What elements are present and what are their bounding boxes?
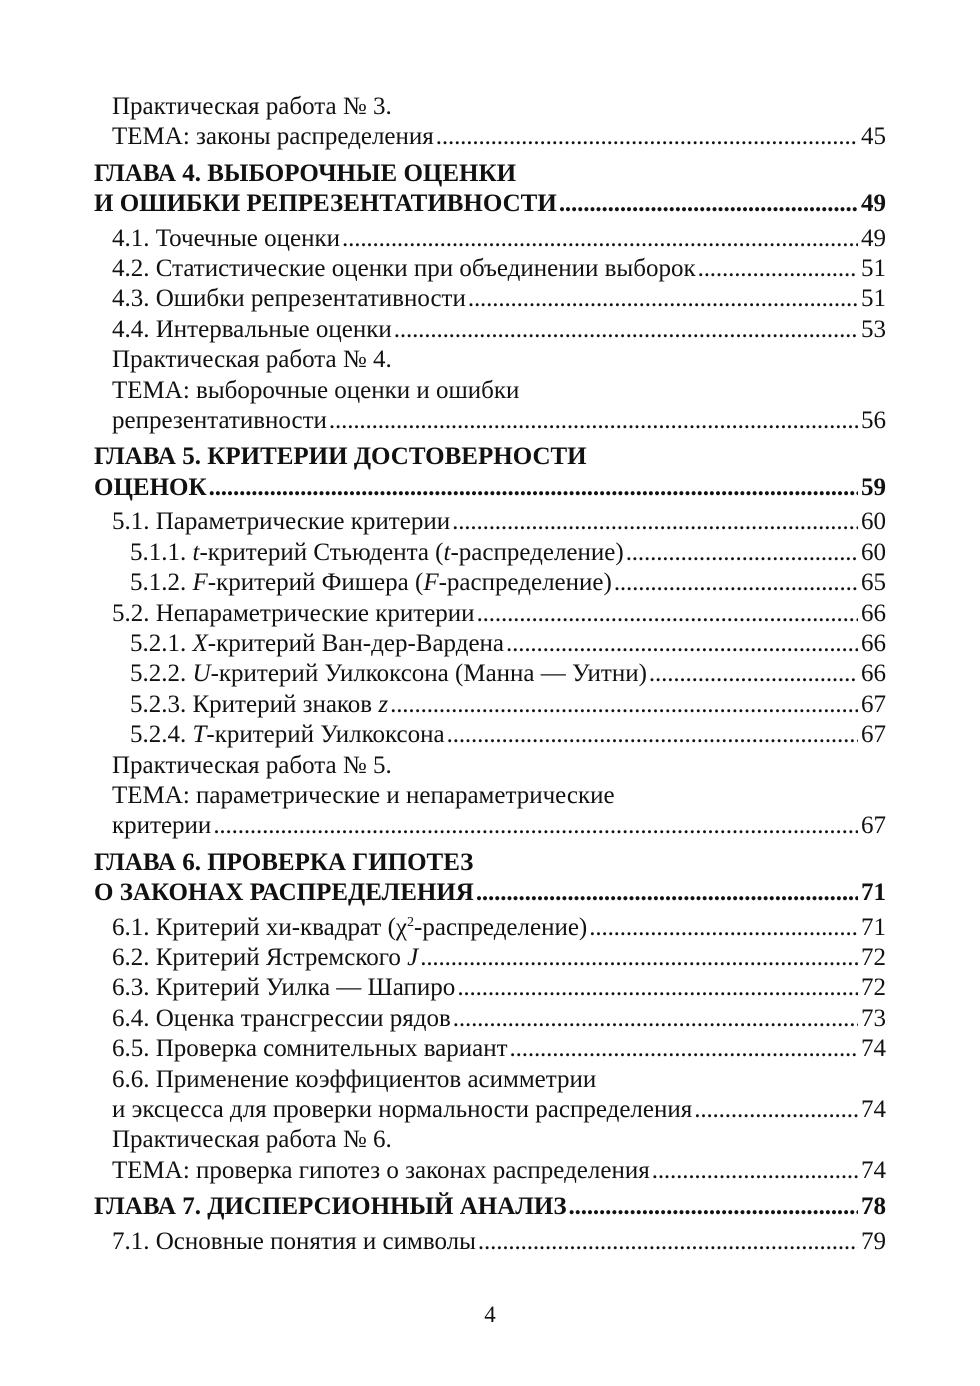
dot-leader	[342, 224, 858, 254]
entry-page-number: 74	[861, 1035, 886, 1063]
entry-title-part: -критерий Уилкоксона (Манна — Уитни)	[210, 660, 647, 688]
entry-title-part: 2	[407, 914, 415, 930]
entry-title	[112, 913, 587, 943]
entry-title-part: -распределение)	[438, 569, 612, 597]
entry-page-number: 60	[861, 508, 886, 536]
entry-title: 6.3. Критерий Уилка — Шапиро	[112, 974, 456, 1002]
entry-title: ТЕМА: проверка гипотез о законах распределения	[112, 1156, 650, 1184]
dot-leader	[694, 1095, 858, 1125]
entry-title-part: t	[443, 538, 451, 566]
entry-title-part: 5.2.3. Критерий знаков	[130, 690, 379, 718]
dot-leader	[698, 254, 858, 284]
entry-title-part: 5.2.1.	[130, 629, 193, 657]
entry-page-number: 51	[861, 255, 886, 283]
toc-entry	[94, 659, 886, 689]
entry-title: ОЦЕНОК	[94, 473, 207, 501]
dot-leader	[453, 1004, 858, 1034]
entry-title: 6.6. Применение коэффициентов асимметрии	[112, 1065, 597, 1093]
entry-page-number: 72	[861, 943, 886, 971]
entry-title-part: -критерий Уилкоксона	[206, 721, 445, 749]
entry-page-number: 74	[861, 1096, 886, 1123]
page-number: 4	[484, 1302, 496, 1327]
dot-leader	[559, 189, 858, 219]
entry-page-number: 66	[861, 599, 886, 627]
entry-title	[130, 629, 504, 659]
toc-entry	[94, 284, 886, 314]
toc-entry	[94, 720, 886, 750]
entry-title: критерии	[112, 812, 212, 840]
entry-title-part: 5.1.1.	[130, 538, 193, 566]
entry-title	[130, 538, 624, 568]
entry-page-number: 78	[861, 1193, 886, 1221]
toc-entry	[94, 913, 886, 943]
chapter-heading	[94, 1192, 886, 1222]
chapter-heading	[94, 848, 886, 878]
toc-entry	[94, 943, 886, 973]
entry-page-number: 71	[861, 913, 886, 941]
toc-entry	[94, 690, 886, 720]
entry-title: 7.1. Основные понятия и символы	[112, 1227, 476, 1255]
entry-title: Практическая работа № 5.	[112, 751, 392, 779]
entry-page-number: 56	[861, 407, 886, 435]
toc-entry	[94, 507, 886, 537]
entry-title-part: 6.2. Критерий Ястремского	[112, 943, 408, 971]
entry-title: 5.2. Непараметрические критерии	[112, 599, 475, 627]
toc-entry	[94, 973, 886, 1003]
entry-page-number: 67	[861, 812, 886, 840]
entry-title: ТЕМА: законы распределения	[112, 123, 434, 151]
toc-entry	[94, 1156, 886, 1186]
toc-entry	[94, 254, 886, 284]
entry-page-number: 79	[861, 1227, 886, 1255]
entry-title: ГЛАВА 6. ПРОВЕРКА ГИПОТЕЗ	[94, 848, 474, 876]
dot-leader	[329, 406, 858, 436]
toc-line	[94, 376, 886, 406]
entry-title	[130, 720, 445, 750]
toc-entry	[94, 315, 886, 345]
entry-title: Практическая работа № 6.	[112, 1126, 392, 1154]
dot-leader	[569, 1192, 858, 1222]
entry-page-number: 73	[861, 1004, 886, 1032]
entry-title-part: J	[407, 943, 419, 971]
chapter-heading	[94, 159, 886, 189]
entry-title-part: 6.1. Критерий хи-квадрат (χ	[112, 913, 408, 941]
toc-entry	[94, 538, 886, 568]
entry-page-number: 66	[861, 629, 886, 657]
dot-leader	[420, 943, 858, 973]
entry-title: Практическая работа № 3.	[112, 93, 392, 120]
entry-page-number: 67	[861, 690, 886, 718]
toc-entry	[94, 629, 886, 659]
entry-page-number: 71	[861, 879, 886, 907]
entry-title-part: -критерий Ван-дер-Вардена	[207, 629, 505, 657]
toc-line	[94, 751, 886, 781]
entry-title	[112, 943, 418, 973]
toc-line	[94, 781, 886, 811]
chapter-heading	[94, 189, 886, 219]
entry-title: И ОШИБКИ РЕПРЕЗЕНТАТИВНОСТИ	[94, 190, 557, 218]
dot-leader	[209, 473, 858, 503]
entry-page-number: 60	[861, 538, 886, 566]
entry-page-number: 74	[861, 1156, 886, 1184]
dot-leader	[390, 690, 858, 720]
entry-title: ГЛАВА 5. КРИТЕРИИ ДОСТОВЕРНОСТИ	[94, 443, 587, 471]
entry-title	[130, 690, 388, 720]
dot-leader	[436, 122, 858, 152]
entry-title: ГЛАВА 7. ДИСПЕРСИОННЫЙ АНАЛИЗ	[94, 1193, 567, 1221]
toc-line	[94, 1065, 886, 1095]
dot-leader	[478, 1227, 858, 1257]
entry-title: ТЕМА: выборочные оценки и ошибки	[112, 376, 520, 404]
entry-title: 5.1. Параметрические критерии	[112, 508, 451, 536]
dot-leader	[394, 315, 858, 345]
entry-title-part: 5.1.2.	[130, 569, 193, 597]
entry-title: 4.3. Ошибки репрезентативности	[112, 285, 466, 313]
toc-entry	[94, 224, 886, 254]
dot-leader	[477, 599, 858, 629]
entry-title	[130, 568, 612, 598]
dot-leader	[614, 568, 858, 598]
entry-page-number: 66	[861, 660, 886, 688]
entry-title: ТЕМА: параметрические и непараметрические	[112, 781, 615, 809]
toc-line	[94, 345, 886, 375]
dot-leader	[476, 878, 858, 908]
entry-title-part: F	[423, 569, 439, 597]
entry-title: 4.4. Интервальные оценки	[112, 315, 392, 343]
toc-line	[94, 92, 886, 122]
toc-entry	[94, 406, 886, 436]
toc-entry	[94, 599, 886, 629]
entry-title: Практическая работа № 4.	[112, 346, 392, 374]
dot-leader	[447, 720, 858, 750]
chapter-heading	[94, 442, 886, 472]
toc-entry	[94, 568, 886, 598]
entry-title-part: X	[192, 629, 208, 657]
chapter-heading	[94, 473, 886, 503]
toc-entry	[94, 1095, 886, 1125]
entry-page-number: 59	[861, 473, 886, 501]
toc-entry	[94, 811, 886, 841]
toc-entry	[94, 122, 886, 152]
entry-title: репрезентативности	[112, 407, 327, 435]
entry-title: 6.5. Проверка сомнительных вариант	[112, 1035, 508, 1063]
dot-leader	[468, 284, 858, 314]
entry-title-part: -критерий Фишера (	[207, 569, 424, 597]
entry-page-number: 49	[861, 190, 886, 218]
toc-entry	[94, 1004, 886, 1034]
entry-title: 4.1. Точечные оценки	[112, 224, 341, 252]
entry-title-part: z	[378, 690, 389, 718]
entry-title-part: -распределение)	[450, 538, 624, 566]
entry-page-number: 72	[861, 974, 886, 1002]
entry-title-part: -распределение)	[414, 913, 588, 941]
chapter-heading	[94, 878, 886, 908]
entry-page-number: 49	[861, 224, 886, 252]
entry-title: 6.4. Оценка трансгрессии рядов	[112, 1004, 451, 1032]
dot-leader	[452, 507, 858, 537]
dot-leader	[589, 913, 858, 943]
entry-title: и эксцесса для проверки нормальности распределения	[112, 1096, 693, 1123]
entry-title: 4.2. Статистические оценки при объединении выборок	[112, 255, 696, 283]
entry-title-part: U	[192, 660, 211, 688]
dot-leader	[506, 629, 858, 659]
entry-title: О ЗАКОНАХ РАСПРЕДЕЛЕНИЯ	[94, 879, 474, 907]
entry-title-part: t	[192, 538, 200, 566]
toc-entry	[94, 1227, 886, 1257]
entry-page-number: 65	[861, 569, 886, 597]
entry-title-part: 5.2.2.	[130, 660, 193, 688]
entry-page-number: 67	[861, 721, 886, 749]
entry-title: ГЛАВА 4. ВЫБОРОЧНЫЕ ОЦЕНКИ	[94, 159, 517, 187]
entry-title-part: T	[192, 721, 207, 749]
dot-leader	[457, 973, 858, 1003]
entry-page-number: 45	[861, 123, 886, 151]
dot-leader	[213, 811, 858, 841]
entry-title-part: F	[192, 569, 208, 597]
dot-leader	[649, 659, 858, 689]
entry-page-number: 51	[861, 285, 886, 313]
entry-title-part: 5.2.4.	[130, 721, 193, 749]
toc-entry	[94, 1034, 886, 1064]
dot-leader	[652, 1156, 858, 1186]
entry-title	[130, 659, 647, 689]
toc-line	[94, 1125, 886, 1155]
table-of-contents	[94, 92, 886, 1257]
entry-title-part: -критерий Стьюдента (	[199, 538, 444, 566]
dot-leader	[626, 538, 858, 568]
dot-leader	[510, 1034, 858, 1064]
entry-page-number: 53	[861, 315, 886, 343]
